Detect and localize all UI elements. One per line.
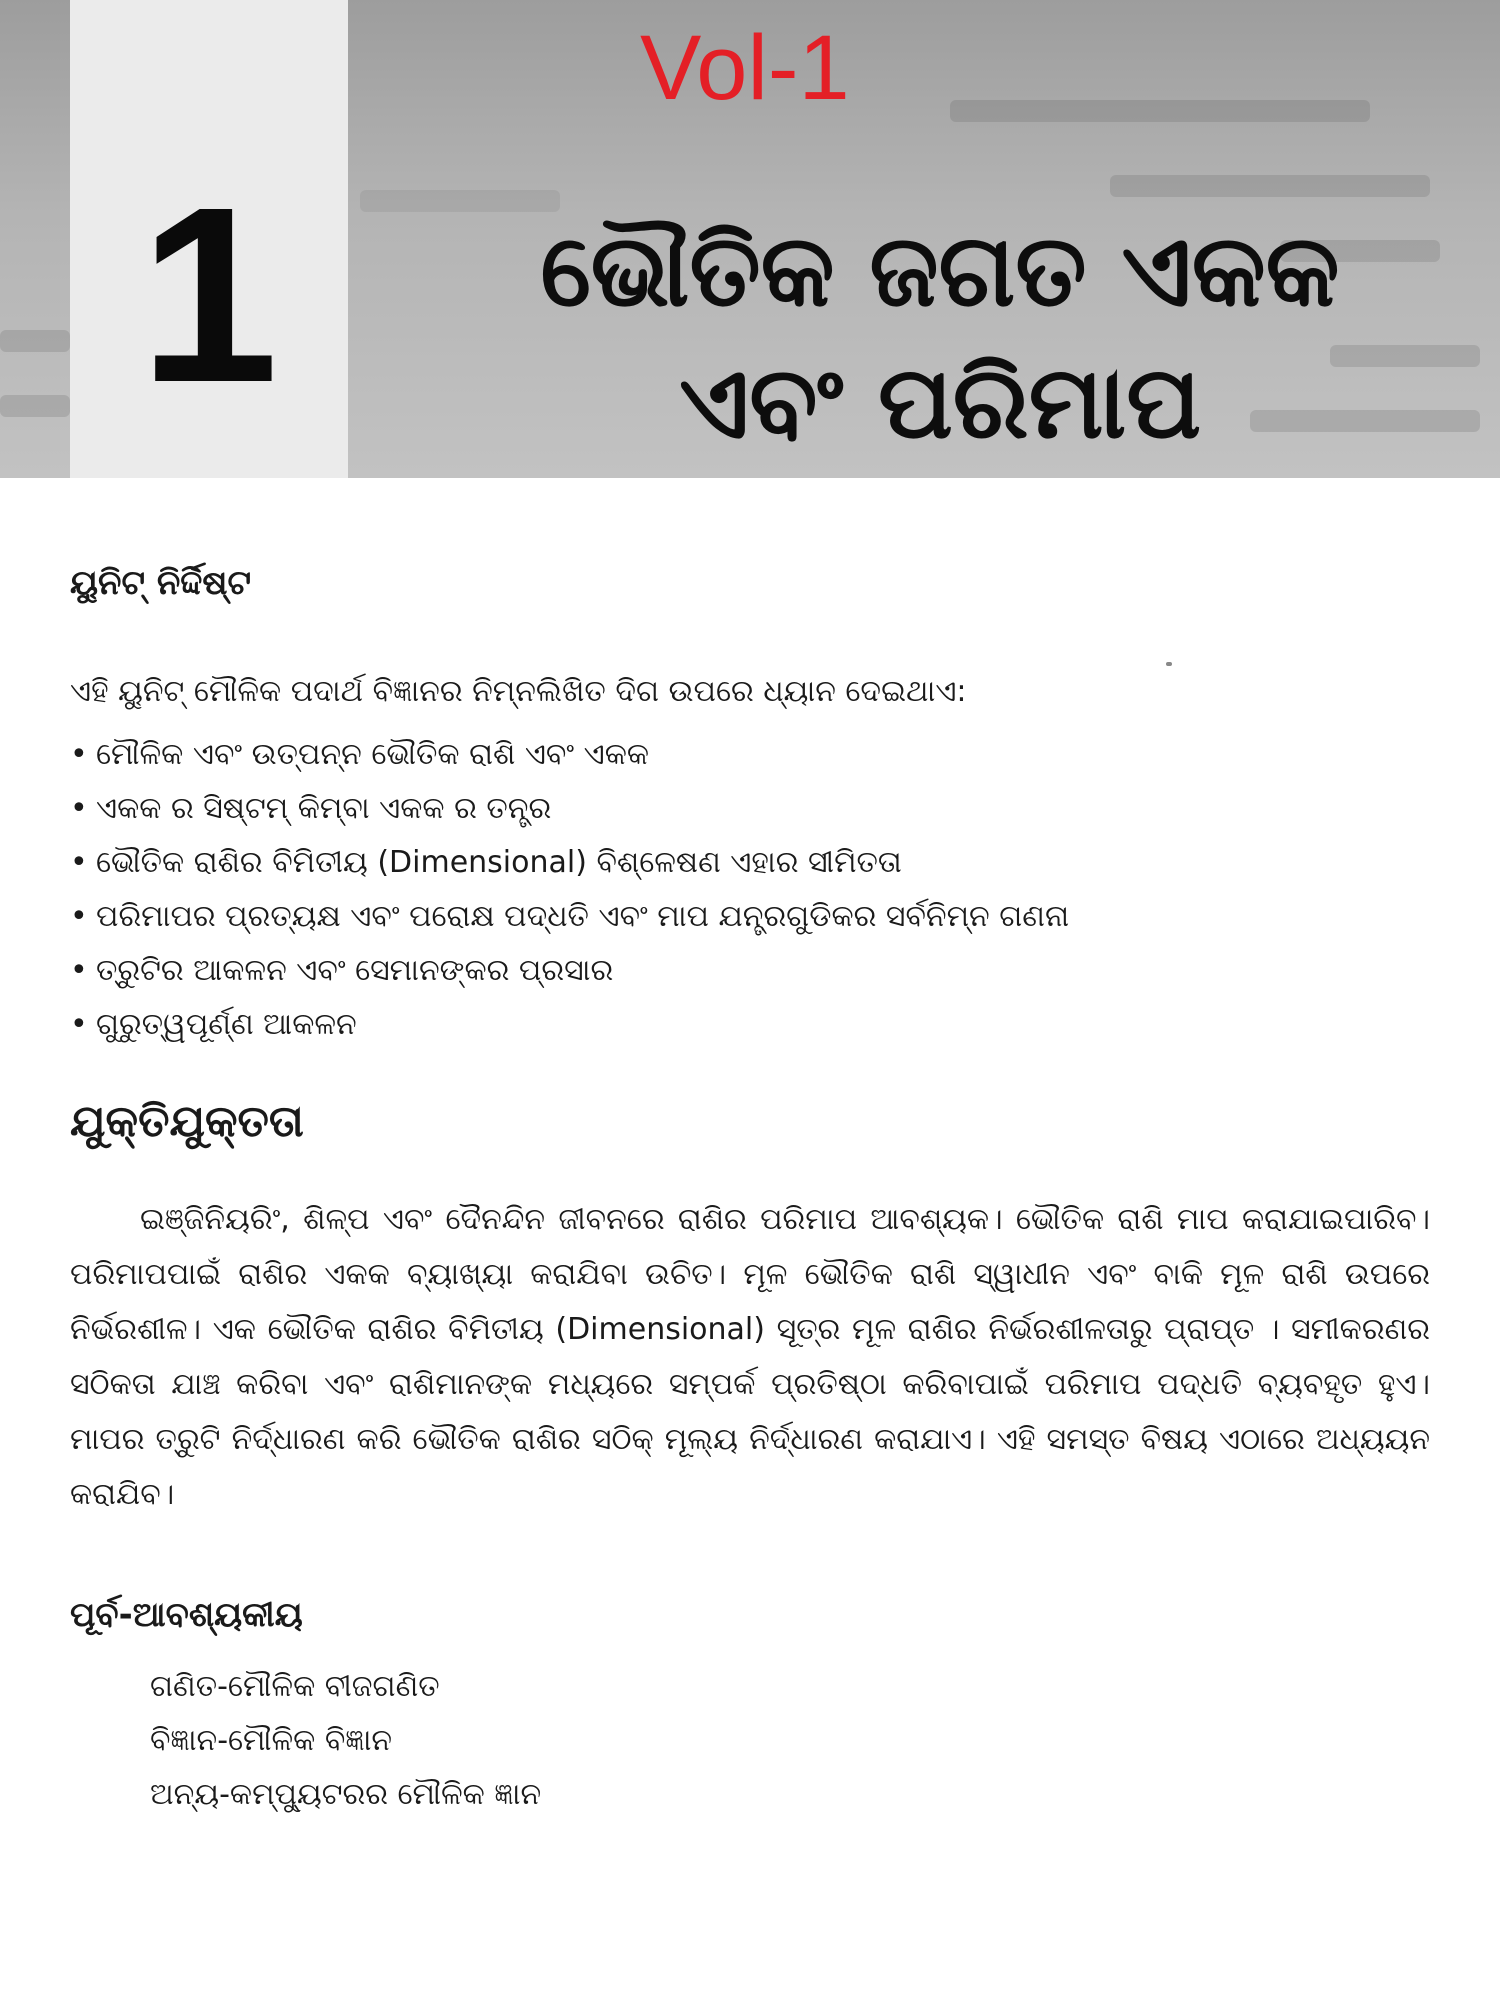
rationale-heading: ଯୁକ୍ତିଯୁକ୍ତତା: [70, 1096, 304, 1147]
page-content: [70, 560, 1430, 1822]
list-item: ବିଜ୍ଞାନ-ମୌଳିକ ବିଜ୍ଞାନ: [150, 1723, 393, 1758]
chapter-title-line-1: ଭୌତିକ ଜଗତ ଏକକ: [540, 212, 1340, 329]
list-item: ଗଣିତ-ମୌଳିକ ବୀଜଗଣିତ: [150, 1669, 440, 1704]
unit-objectives-heading: ୟୁନିଟ୍ ନିର୍ଦ୍ଦିଷ୍ଟ: [70, 563, 252, 603]
bullet-icon: •: [70, 953, 88, 988]
list-item: • ତ୍ରୁଟିର ଆକଳନ ଏବଂ ସେମାନଙ୍କର ପ୍ରସାର: [70, 944, 1430, 998]
chapter-number: 1: [139, 155, 279, 434]
prerequisites-heading: ପୂର୍ବ-ଆବଶ୍ୟକୀୟ: [70, 1595, 303, 1635]
rationale-paragraph: ଇଞ୍ଜିନିୟରିଂ, ଶିଳ୍ପ ଏବଂ ଦୈନନ୍ଦିନ ଜୀବନରେ ରାଶିର ପରିମାପ ଆବଶ୍ୟକ। ଭୌତିକ ରାଶି ମାପ କରାଯାଇପାରିବ। ପରିମାପପାଇଁ ରାଶିର ଏକକ ବ୍ୟାଖ୍ୟା କରାଯିବା ଉଚିତ। ମୂଳ ଭୌତିକ ରାଶି ସ୍ୱାଧୀନ ଏବଂ ବାକି ମୂଳ ରାଶି ଉପରେ ନିର୍ଭରଶୀଳ। ଏକ ଭୌତିକ ରାଶିର ବିମିତୀୟ (Dimensional) ସୂତ୍ର ମୂଳ ରାଶିର ନିର୍ଭରଶୀଳତାରୁ ପ୍ରାପ୍ତ । ସମୀକରଣର ସଠିକତା ଯାଞ୍ଚ କରିବା ଏବଂ ରାଶିମାନଙ୍କ ମଧ୍ୟରେ ସମ୍ପର୍କ ପ୍ରତିଷ୍ଠା କରିବାପାଇଁ ପରିମାପ ପଦ୍ଧତି ବ୍ୟବହୃତ ହୁଏ। ମାପର ତ୍ରୁଟି ନିର୍ଦ୍ଧାରଣ କରି ଭୌତିକ ରାଶିର ସଠିକ୍ ମୂଲ୍ୟ ନିର୍ଦ୍ଧାରଣ କରାଯାଏ। ଏହି ସମସ୍ତ ବିଷୟ ଏଠାରେ ଅଧ୍ୟୟନ କରାଯିବ।: [70, 1202, 1430, 1512]
chapter-title-line-2: ଏବଂ ପରିମାପ: [678, 344, 1201, 461]
list-item: • ମୌଳିକ ଏବଂ ଉତ୍ପନ୍ନ ଭୌତିକ ରାଶି ଏବଂ ଏକକ: [70, 728, 1430, 782]
list-item: • ଏକକ ର ସିଷ୍ଟମ୍ କିମ୍ବା ଏକକ ର ତନ୍ତ୍ର: [70, 782, 1430, 836]
bullet-icon: •: [70, 899, 88, 934]
chapter-title: [420, 205, 1460, 469]
volume-label: Vol-1: [640, 17, 850, 119]
list-item: • ପରିମାପର ପ୍ରତ୍ୟକ୍ଷ ଏବଂ ପରୋକ୍ଷ ପଦ୍ଧତି ଏବଂ ମାପ ଯନ୍ତ୍ରଗୁଡିକର ସର୍ବନିମ୍ନ ଗଣନା: [70, 890, 1430, 944]
objectives-list: [70, 728, 1430, 1052]
bullet-icon: •: [70, 1007, 88, 1042]
bleed-through-text: [1110, 175, 1430, 197]
bullet-icon: •: [70, 737, 88, 772]
list-item: • ଗୁରୁତ୍ୱପୂର୍ଣ୍ଣ ଆକଳନ: [70, 998, 1430, 1052]
bullet-icon: •: [70, 791, 88, 826]
bleed-through-text: [0, 330, 70, 352]
list-item: • ଭୌତିକ ରାଶିର ବିମିତୀୟ (Dimensional) ବିଶ୍ଳେଷଣ ଏହାର ସୀମିତତା: [70, 836, 1430, 890]
prerequisites-list: [70, 1660, 1430, 1822]
unit-objectives-intro: ଏହି ୟୁନିଟ୍ ମୌଳିକ ପଦାର୍ଥ ବିଜ୍ଞାନର ନିମ୍ନଲିଖିତ ଦିଗ ଉପରେ ଧ୍ୟାନ ଦେଇଥାଏ:: [70, 674, 967, 709]
bullet-icon: •: [70, 845, 88, 880]
list-item: ଅନ୍ୟ-କମ୍ପ୍ୟୁଟରର ମୌଳିକ ଜ୍ଞାନ: [150, 1777, 542, 1812]
bleed-through-text: [950, 100, 1370, 122]
bleed-through-text: [0, 395, 70, 417]
